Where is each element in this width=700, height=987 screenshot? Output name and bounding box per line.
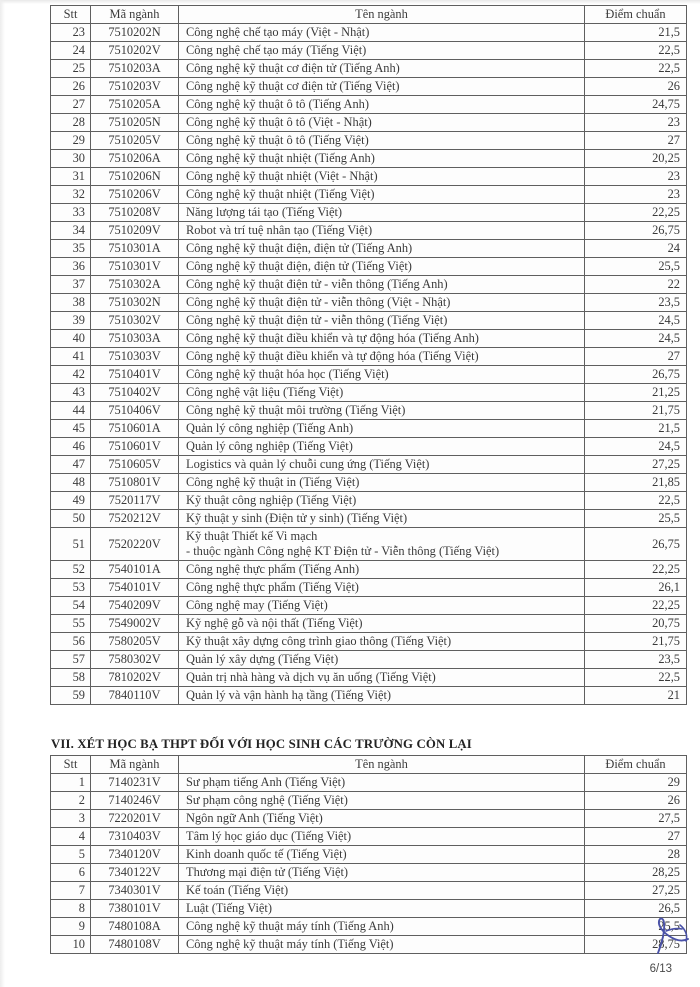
cell-ma-nganh: 7140231V [91,774,179,792]
cell-diem-chuan: 21,75 [585,633,687,651]
cell-stt: 1 [51,774,91,792]
table-row [51,420,687,438]
table-row [51,828,687,846]
cell-diem-chuan: 25,5 [585,918,687,936]
cell-diem-chuan: 21,5 [585,24,687,42]
cell-ma-nganh: 7480108A [91,918,179,936]
table-row [51,651,687,669]
table-row [51,918,687,936]
cell-diem-chuan: 26,75 [585,366,687,384]
section-heading-vii: VII. XÉT HỌC BẠ THPT ĐỐI VỚI HỌC SINH CÁC TRƯỜNG CÒN LẠI [51,737,472,751]
cell-stt: 47 [51,456,91,474]
cell-stt: 38 [51,294,91,312]
cell-diem-chuan: 24,5 [585,330,687,348]
page-number: 6/13 [649,963,672,975]
cell-ma-nganh: 7520117V [91,492,179,510]
cell-diem-chuan: 22,5 [585,60,687,78]
table-row [51,330,687,348]
cell-ten-nganh: Kế toán (Tiếng Việt) [179,882,585,900]
cell-diem-chuan: 23 [585,114,687,132]
table-row [51,687,687,705]
cell-diem-chuan: 22,5 [585,492,687,510]
cell-ma-nganh: 7510203A [91,60,179,78]
table-row [51,810,687,828]
cell-ten-nganh: Công nghệ kỹ thuật cơ điện tử (Tiếng Anh) [179,60,585,78]
cell-diem-chuan: 23 [585,168,687,186]
cell-stt: 43 [51,384,91,402]
cell-line: - thuộc ngành Công nghệ KT Điện tử - Viễn thông (Tiếng Việt) [186,544,500,559]
cell-stt: 36 [51,258,91,276]
cell-stt: 31 [51,168,91,186]
table-body [51,24,687,705]
cell-ma-nganh: 7540101V [91,579,179,597]
cell-stt: 56 [51,633,91,651]
cell-ten-nganh: Tâm lý học giáo dục (Tiếng Việt) [179,828,585,846]
table-row [51,348,687,366]
cell-diem-chuan: 22 [585,276,687,294]
cell-stt: 52 [51,561,91,579]
cell-ten-nganh: Công nghệ kỹ thuật máy tính (Tiếng Anh) [179,918,585,936]
table-row [51,792,687,810]
table-row [51,366,687,384]
cell-ma-nganh: 7510601A [91,420,179,438]
cell-ma-nganh: 7510301A [91,240,179,258]
cell-ma-nganh: 7510206V [91,186,179,204]
cell-stt: 24 [51,42,91,60]
cell-diem-chuan: 29 [585,774,687,792]
cell-stt: 30 [51,150,91,168]
cell-diem-chuan: 24 [585,240,687,258]
cell-stt: 44 [51,402,91,420]
cell-stt: 57 [51,651,91,669]
table-row [51,669,687,687]
cell-ma-nganh: 7840110V [91,687,179,705]
cell-stt: 35 [51,240,91,258]
cell-ma-nganh: 7510303A [91,330,179,348]
cell-ten-nganh: Quản lý công nghiệp (Tiếng Anh) [179,420,585,438]
cell-stt: 37 [51,276,91,294]
cell-ten-nganh: Công nghệ kỹ thuật môi trường (Tiếng Việt) [179,402,585,420]
cell-ten-nganh: Quản lý công nghiệp (Tiếng Việt) [179,438,585,456]
cell-ten-nganh: Công nghệ kỹ thuật hóa học (Tiếng Việt) [179,366,585,384]
cell-stt: 27 [51,96,91,114]
cell-ma-nganh: 7540209V [91,597,179,615]
cell-diem-chuan: 21,85 [585,474,687,492]
cell-ten-nganh: Công nghệ kỹ thuật điện, điện tử (Tiếng Anh) [179,240,585,258]
table-row [51,312,687,330]
cell-stt: 2 [51,792,91,810]
table-row [51,936,687,954]
cell-ten-nganh: Công nghệ kỹ thuật điện tử - viễn thông (Việt - Nhật) [179,294,585,312]
cell-ma-nganh: 7510605V [91,456,179,474]
table-row [51,864,687,882]
cell-diem-chuan: 28 [585,846,687,864]
table-row [51,132,687,150]
cell-ten-nganh: Kỹ thuật y sinh (Điện tử y sinh) (Tiếng Việt) [179,510,585,528]
cell-stt: 45 [51,420,91,438]
cell-diem-chuan: 22,25 [585,561,687,579]
cell-stt: 39 [51,312,91,330]
cell-diem-chuan: 26,5 [585,900,687,918]
cell-diem-chuan: 22,5 [585,42,687,60]
cell-ma-nganh: 7510401V [91,366,179,384]
cell-ma-nganh: 7510406V [91,402,179,420]
table-row [51,240,687,258]
cell-diem-chuan: 26,75 [585,528,687,561]
cell-ma-nganh: 7510302N [91,294,179,312]
cell-diem-chuan: 22,25 [585,204,687,222]
column-header-stt: Stt [51,756,91,774]
cell-ma-nganh: 7580205V [91,633,179,651]
cell-diem-chuan: 26,1 [585,579,687,597]
cell-ten-nganh: Kỹ nghệ gỗ và nội thất (Tiếng Việt) [179,615,585,633]
cell-stt: 7 [51,882,91,900]
scan-edge-left [0,0,5,987]
table-header [51,6,687,24]
cell-stt: 6 [51,864,91,882]
cell-diem-chuan: 25,5 [585,510,687,528]
cell-diem-chuan: 21,5 [585,420,687,438]
cell-ten-nganh: Công nghệ kỹ thuật điện tử - viễn thông (Tiếng Việt) [179,312,585,330]
cell-ten-nganh: Kỹ thuật công nghiệp (Tiếng Việt) [179,492,585,510]
cell-ma-nganh: 7510402V [91,384,179,402]
cell-stt: 23 [51,24,91,42]
cell-diem-chuan: 27,25 [585,456,687,474]
cell-diem-chuan: 25,5 [585,258,687,276]
cell-ma-nganh: 7540101A [91,561,179,579]
cell-diem-chuan: 27,25 [585,882,687,900]
cell-diem-chuan: 28,25 [585,864,687,882]
table-row [51,561,687,579]
cell-ma-nganh: 7340122V [91,864,179,882]
cell-ten-nganh: Quản lý xây dựng (Tiếng Việt) [179,651,585,669]
table-header-row [51,6,687,24]
cell-diem-chuan: 21,75 [585,402,687,420]
table-row [51,510,687,528]
cell-ten-nganh: Công nghệ vật liệu (Tiếng Việt) [179,384,585,402]
cell-ma-nganh: 7810202V [91,669,179,687]
scan-edge-top [0,0,700,4]
cell-diem-chuan: 22,5 [585,669,687,687]
cell-ma-nganh: 7510302V [91,312,179,330]
cell-ten-nganh: Công nghệ chế tạo máy (Việt - Nhật) [179,24,585,42]
cell-ten-nganh: Công nghệ kỹ thuật nhiệt (Việt - Nhật) [179,168,585,186]
cell-ten-nganh: Công nghệ kỹ thuật điều khiển và tự động hóa (Tiếng Anh) [179,330,585,348]
cell-stt: 28 [51,114,91,132]
table-row [51,294,687,312]
cell-diem-chuan: 24,75 [585,96,687,114]
table-row [51,60,687,78]
cell-line: Kỹ thuật Thiết kế Vi mạch [186,529,318,543]
cell-ten-nganh: Công nghệ kỹ thuật cơ điện tử (Tiếng Việt) [179,78,585,96]
table-row [51,24,687,42]
cell-stt: 29 [51,132,91,150]
cell-ma-nganh: 7510205V [91,132,179,150]
cell-ten-nganh: Logistics và quản lý chuỗi cung ứng (Tiếng Việt) [179,456,585,474]
table-row [51,114,687,132]
cell-diem-chuan: 26,75 [585,222,687,240]
cell-ma-nganh: 7580302V [91,651,179,669]
cell-diem-chuan: 27 [585,348,687,366]
cell-ten-nganh: Sư phạm tiếng Anh (Tiếng Việt) [179,774,585,792]
cell-ten-nganh: Quản trị nhà hàng và dịch vụ ăn uống (Tiếng Việt) [179,669,585,687]
cell-diem-chuan: 26 [585,78,687,96]
cell-ma-nganh: 7510206A [91,150,179,168]
column-header-stt: Stt [51,6,91,24]
cell-stt: 40 [51,330,91,348]
cell-ma-nganh: 7340120V [91,846,179,864]
cell-stt: 9 [51,918,91,936]
cell-stt: 46 [51,438,91,456]
column-header-ten-nganh: Tên ngành [179,6,585,24]
cell-diem-chuan: 24,5 [585,438,687,456]
cell-ma-nganh: 7340301V [91,882,179,900]
cell-diem-chuan: 22,25 [585,597,687,615]
cell-ten-nganh: Quản lý và vận hành hạ tầng (Tiếng Việt) [179,687,585,705]
table-row [51,492,687,510]
cell-stt: 33 [51,204,91,222]
cell-diem-chuan: 26 [585,792,687,810]
cell-ma-nganh: 7510209V [91,222,179,240]
cell-diem-chuan: 20,75 [585,615,687,633]
cell-ma-nganh: 7480108V [91,936,179,954]
table-row [51,456,687,474]
cell-ma-nganh: 7510301V [91,258,179,276]
table-row [51,78,687,96]
table-row [51,882,687,900]
cell-ten-nganh: Công nghệ kỹ thuật in (Tiếng Việt) [179,474,585,492]
cell-stt: 32 [51,186,91,204]
column-header-ma-nganh: Mã ngành [91,756,179,774]
cell-diem-chuan: 21,25 [585,384,687,402]
cell-ma-nganh: 7220201V [91,810,179,828]
cell-ma-nganh: 7510601V [91,438,179,456]
cell-diem-chuan: 23,5 [585,294,687,312]
column-header-diem-chuan: Điểm chuẩn [585,6,687,24]
cell-ten-nganh [179,528,585,561]
cell-diem-chuan: 27 [585,132,687,150]
column-header-diem-chuan: Điểm chuẩn [585,756,687,774]
table-row [51,42,687,60]
cell-stt: 10 [51,936,91,954]
cell-stt: 55 [51,615,91,633]
column-header-ma-nganh: Mã ngành [91,6,179,24]
cell-stt: 51 [51,528,91,561]
table-row [51,846,687,864]
cell-ma-nganh: 7510203V [91,78,179,96]
cell-ten-nganh: Thương mại điện tử (Tiếng Việt) [179,864,585,882]
cell-ten-nganh: Công nghệ kỹ thuật ô tô (Tiếng Việt) [179,132,585,150]
cell-stt: 42 [51,366,91,384]
cell-ma-nganh: 7510205A [91,96,179,114]
cell-stt: 25 [51,60,91,78]
cell-stt: 8 [51,900,91,918]
table-row [51,597,687,615]
table-row [51,774,687,792]
cell-diem-chuan: 21 [585,687,687,705]
table-row [51,402,687,420]
cell-ten-nganh: Luật (Tiếng Việt) [179,900,585,918]
cell-stt: 48 [51,474,91,492]
cell-ten-nganh: Công nghệ kỹ thuật ô tô (Việt - Nhật) [179,114,585,132]
cell-stt: 50 [51,510,91,528]
column-header-ten-nganh: Tên ngành [179,756,585,774]
cell-stt: 54 [51,597,91,615]
cell-ma-nganh: 7510202V [91,42,179,60]
cell-ma-nganh: 7520220V [91,528,179,561]
table-header [51,756,687,774]
cell-diem-chuan: 20,25 [585,150,687,168]
table-row [51,168,687,186]
table-row [51,258,687,276]
cell-stt: 41 [51,348,91,366]
cell-diem-chuan: 23 [585,186,687,204]
cell-ten-nganh: Công nghệ may (Tiếng Việt) [179,597,585,615]
table-row [51,579,687,597]
cell-ten-nganh: Sư phạm công nghệ (Tiếng Việt) [179,792,585,810]
table-row [51,633,687,651]
table-row [51,528,687,561]
cell-stt: 5 [51,846,91,864]
admission-scores-table [50,5,687,705]
table-row [51,474,687,492]
cell-ma-nganh: 7549002V [91,615,179,633]
cell-stt: 49 [51,492,91,510]
cell-ten-nganh: Công nghệ kỹ thuật điện tử - viễn thông (Tiếng Anh) [179,276,585,294]
table-row [51,276,687,294]
transcript-scores-table [50,755,687,954]
cell-stt: 34 [51,222,91,240]
cell-diem-chuan: 23,5 [585,651,687,669]
cell-stt: 53 [51,579,91,597]
table-row [51,222,687,240]
cell-ma-nganh: 7510801V [91,474,179,492]
table-row [51,204,687,222]
table-row [51,615,687,633]
cell-diem-chuan: 24,5 [585,312,687,330]
table-row [51,150,687,168]
cell-ma-nganh: 7510202N [91,24,179,42]
cell-ten-nganh: Công nghệ chế tạo máy (Tiếng Việt) [179,42,585,60]
cell-stt: 4 [51,828,91,846]
cell-ma-nganh: 7510206N [91,168,179,186]
cell-ten-nganh: Năng lượng tái tạo (Tiếng Việt) [179,204,585,222]
cell-stt: 58 [51,669,91,687]
cell-diem-chuan: 27,5 [585,810,687,828]
cell-ma-nganh: 7140246V [91,792,179,810]
table-row [51,384,687,402]
cell-ten-nganh: Kinh doanh quốc tế (Tiếng Việt) [179,846,585,864]
cell-ma-nganh: 7510302A [91,276,179,294]
cell-ma-nganh: 7510205N [91,114,179,132]
cell-ten-nganh: Kỹ thuật xây dựng công trình giao thông (Tiếng Việt) [179,633,585,651]
table-row [51,186,687,204]
table-body [51,774,687,954]
cell-ten-nganh: Công nghệ thực phẩm (Tiếng Anh) [179,561,585,579]
cell-stt: 59 [51,687,91,705]
cell-ten-nganh: Công nghệ kỹ thuật nhiệt (Tiếng Việt) [179,186,585,204]
cell-ma-nganh: 7510208V [91,204,179,222]
cell-ten-nganh: Công nghệ thực phẩm (Tiếng Việt) [179,579,585,597]
cell-ten-nganh: Công nghệ kỹ thuật điện, điện tử (Tiếng Việt) [179,258,585,276]
table-header-row [51,756,687,774]
table-row [51,96,687,114]
cell-ten-nganh: Công nghệ kỹ thuật điều khiển và tự động hóa (Tiếng Việt) [179,348,585,366]
cell-ten-nganh: Ngôn ngữ Anh (Tiếng Việt) [179,810,585,828]
cell-ma-nganh: 7520212V [91,510,179,528]
cell-ma-nganh: 7380101V [91,900,179,918]
cell-stt: 3 [51,810,91,828]
cell-diem-chuan: 28,75 [585,936,687,954]
cell-diem-chuan: 27 [585,828,687,846]
table-row [51,438,687,456]
cell-ten-nganh: Robot và trí tuệ nhân tạo (Tiếng Việt) [179,222,585,240]
cell-ten-nganh: Công nghệ kỹ thuật ô tô (Tiếng Anh) [179,96,585,114]
cell-ten-nganh: Công nghệ kỹ thuật nhiệt (Tiếng Anh) [179,150,585,168]
table-row [51,900,687,918]
cell-ma-nganh: 7310403V [91,828,179,846]
cell-ten-nganh: Công nghệ kỹ thuật máy tính (Tiếng Việt) [179,936,585,954]
cell-stt: 26 [51,78,91,96]
cell-ma-nganh: 7510303V [91,348,179,366]
